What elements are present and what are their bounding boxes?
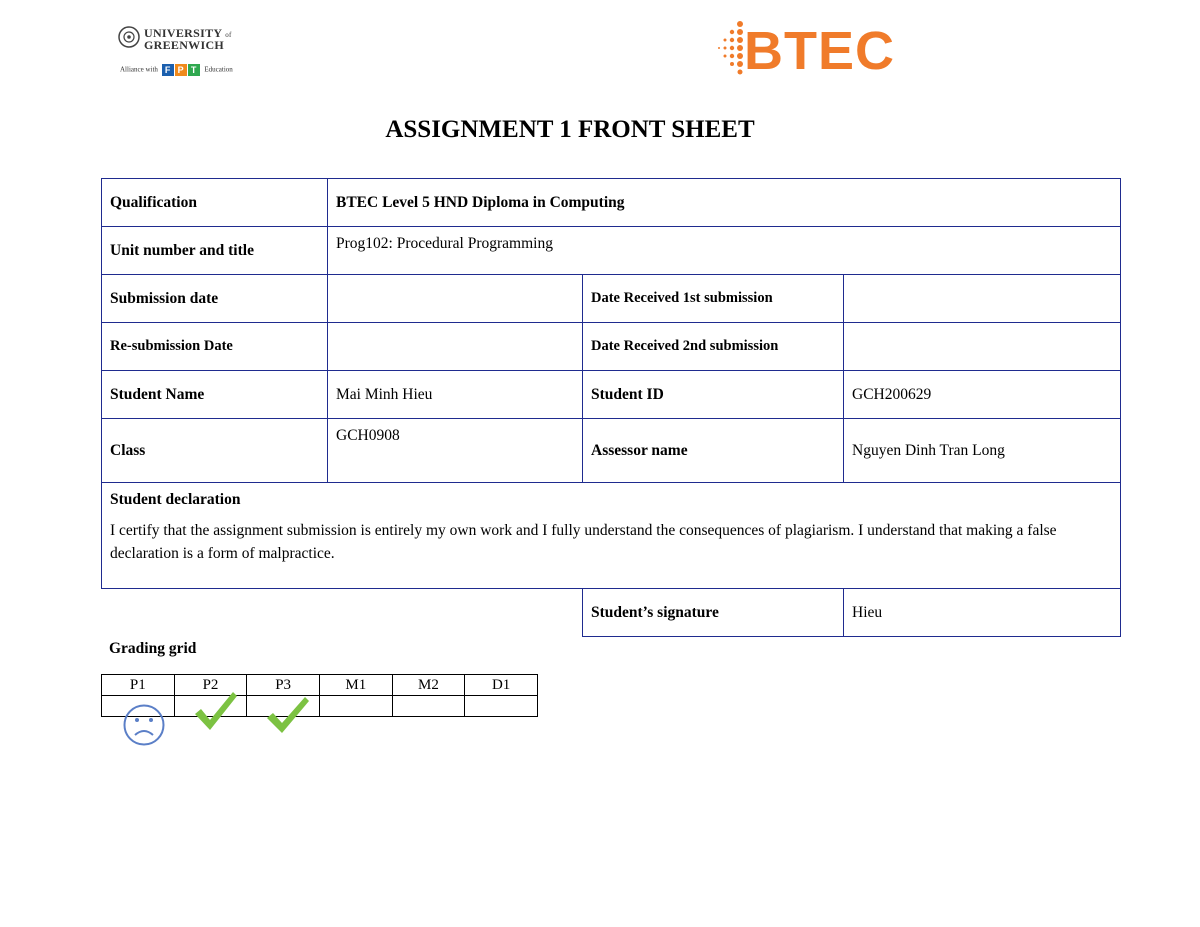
- university-name-line2: GREENWICH: [144, 38, 225, 52]
- unit-label: Unit number and title: [102, 227, 328, 275]
- criterion-m2: M2: [392, 675, 465, 696]
- class-label: Class: [102, 419, 328, 483]
- declaration-row: [102, 483, 1121, 589]
- student-id-value: GCH200629: [844, 371, 1121, 419]
- criterion-p1: P1: [102, 675, 175, 696]
- btec-logo-text: BTEC: [744, 21, 895, 81]
- signature-value: Hieu: [844, 589, 1121, 637]
- front-sheet-table: [101, 178, 1121, 637]
- qualification-value: BTEC Level 5 HND Diploma in Computing: [328, 179, 1121, 227]
- sad-face-icon: [122, 703, 166, 747]
- submission-date-value: [328, 275, 583, 323]
- grading-grid: [101, 674, 538, 717]
- resubmission-date-label: Re-submission Date: [102, 323, 328, 371]
- student-name-row: [102, 371, 1121, 419]
- date-received-2-value: [844, 323, 1121, 371]
- student-id-label: Student ID: [583, 371, 844, 419]
- student-declaration: [102, 483, 1121, 589]
- signature-label: Student’s signature: [583, 589, 844, 637]
- page-title: ASSIGNMENT 1 FRONT SHEET: [385, 116, 755, 143]
- signature-row: [102, 589, 1121, 637]
- declaration-title: Student declaration: [110, 491, 241, 508]
- result-d1: [465, 696, 538, 717]
- date-received-1-value: [844, 275, 1121, 323]
- qualification-label: Qualification: [102, 179, 328, 227]
- signature-spacer: [102, 589, 583, 637]
- grading-header-row: [102, 675, 538, 696]
- result-m2: [392, 696, 465, 717]
- qualification-row: [102, 179, 1121, 227]
- btec-dots-icon: [716, 18, 746, 78]
- assessor-value: Nguyen Dinh Tran Long: [844, 419, 1121, 483]
- university-of-greenwich-logo: [118, 24, 248, 86]
- criterion-m1: M1: [319, 675, 392, 696]
- result-m1: [319, 696, 392, 717]
- class-row: [102, 419, 1121, 483]
- check-icon: [265, 696, 311, 736]
- criterion-d1: D1: [465, 675, 538, 696]
- grading-result-row: [102, 696, 538, 717]
- date-received-1-label: Date Received 1st submission: [583, 275, 844, 323]
- resubmission-date-value: [328, 323, 583, 371]
- unit-value: Prog102: Procedural Programming: [328, 227, 1121, 275]
- student-name-value: Mai Minh Hieu: [328, 371, 583, 419]
- submission-date-row: [102, 275, 1121, 323]
- criterion-p2: P2: [174, 675, 247, 696]
- fpt-alliance: Alliance with F P T Education: [120, 65, 233, 75]
- grading-grid-title: Grading grid: [109, 640, 197, 657]
- btec-logo: [716, 18, 906, 81]
- resubmission-date-row: [102, 323, 1121, 371]
- student-name-label: Student Name: [102, 371, 328, 419]
- date-received-2-label: Date Received 2nd submission: [583, 323, 844, 371]
- check-icon: [193, 690, 239, 734]
- greenwich-crest-icon: [118, 26, 140, 48]
- criterion-p3: P3: [247, 675, 320, 696]
- class-value: GCH0908: [328, 419, 583, 483]
- unit-row: [102, 227, 1121, 275]
- assessor-label: Assessor name: [583, 419, 844, 483]
- university-name-line1: UNIVERSITY of: [144, 26, 232, 40]
- submission-date-label: Submission date: [102, 275, 328, 323]
- fpt-logo: F P T: [162, 64, 201, 76]
- declaration-text: I certify that the assignment submission is entirely my own work and I fully understand the consequences of plagiarism. I understand that making a false declaration is a form of malpractice.: [110, 522, 1057, 562]
